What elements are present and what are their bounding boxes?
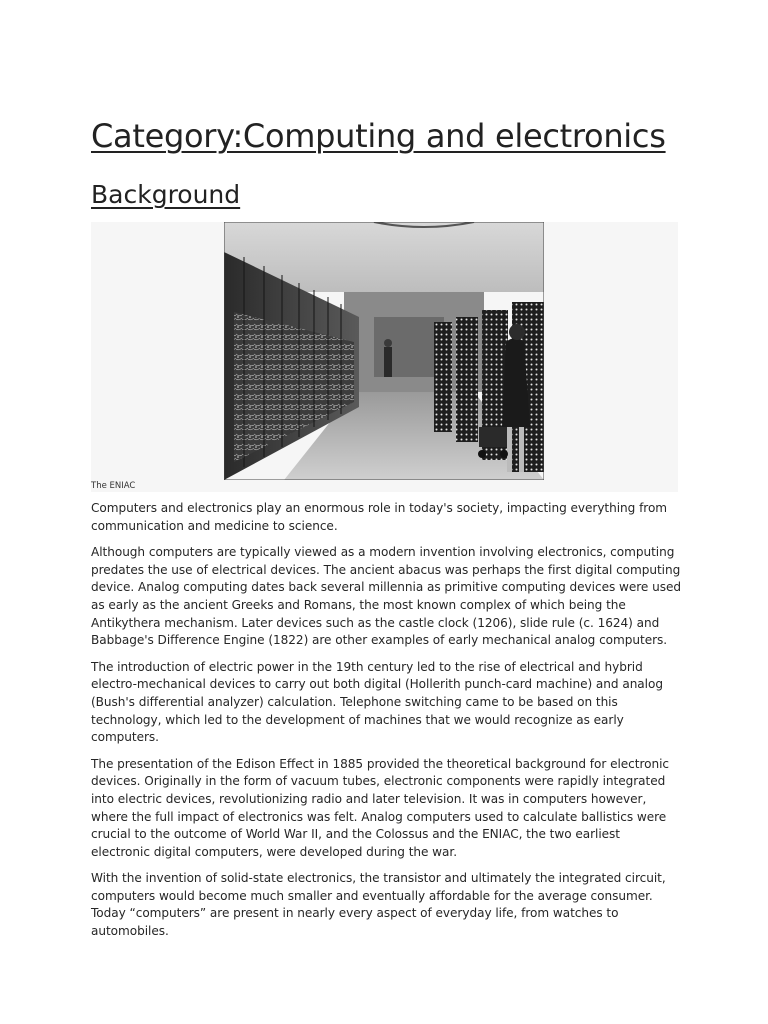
paragraph: Although computers are typically viewed as a modern invention involving electronics, computing predates the use of electrical devices. The ancient abacus was perhaps the first digital computing device. Analog computing dates back several millennia as primitive computing devices were used as early as the ancient Greeks and Romans, the most known complex of which being the Antikythera mechanism. Later devices such as the castle clock (1206), slide rule (c. 1624) and Babbage's Difference Engine (1822) are other examples of early mechanical analog computers.	[91, 545, 681, 648]
eniac-figure	[91, 222, 678, 492]
article-body	[91, 500, 681, 950]
page-title: Category:Computing and electronics	[91, 117, 666, 155]
paragraph: Computers and electronics play an enormous role in today's society, impacting everything from communication and medicine to science.	[91, 501, 668, 533]
eniac-photo	[224, 222, 544, 480]
paragraph: The introduction of electric power in the 19th century led to the rise of electrical and hybrid electro-mechanical devices to carry out both digital (Hollerith punch-card machine) and analog (Bush's differential analyzer) calculation. Telephone switching came to be based on this technology, which led to the development of machines that we would recognize as early computers.	[91, 659, 663, 745]
section-heading-background: Background	[91, 180, 241, 209]
paragraph: With the invention of solid-state electronics, the transistor and ultimately the integrated circuit, computers would become much smaller and eventually affordable for the average consumer. Today “computers” are present in nearly every aspect of everyday life, from watches to automobiles.	[91, 871, 666, 939]
paragraph: The presentation of the Edison Effect in 1885 provided the theoretical background for electronic devices. Originally in the form of vacuum tubes, electronic components were rapidly integrated into electric devices, revolutionizing radio and later television. It was in computers however, where the full impact of electronics was felt. Analog computers used to calculate ballistics were crucial to the outcome of World War II, and the Colossus and the ENIAC, the two earliest electronic digital computers, were developed during the war.	[91, 756, 669, 859]
figure-caption: The ENIAC	[91, 481, 136, 491]
